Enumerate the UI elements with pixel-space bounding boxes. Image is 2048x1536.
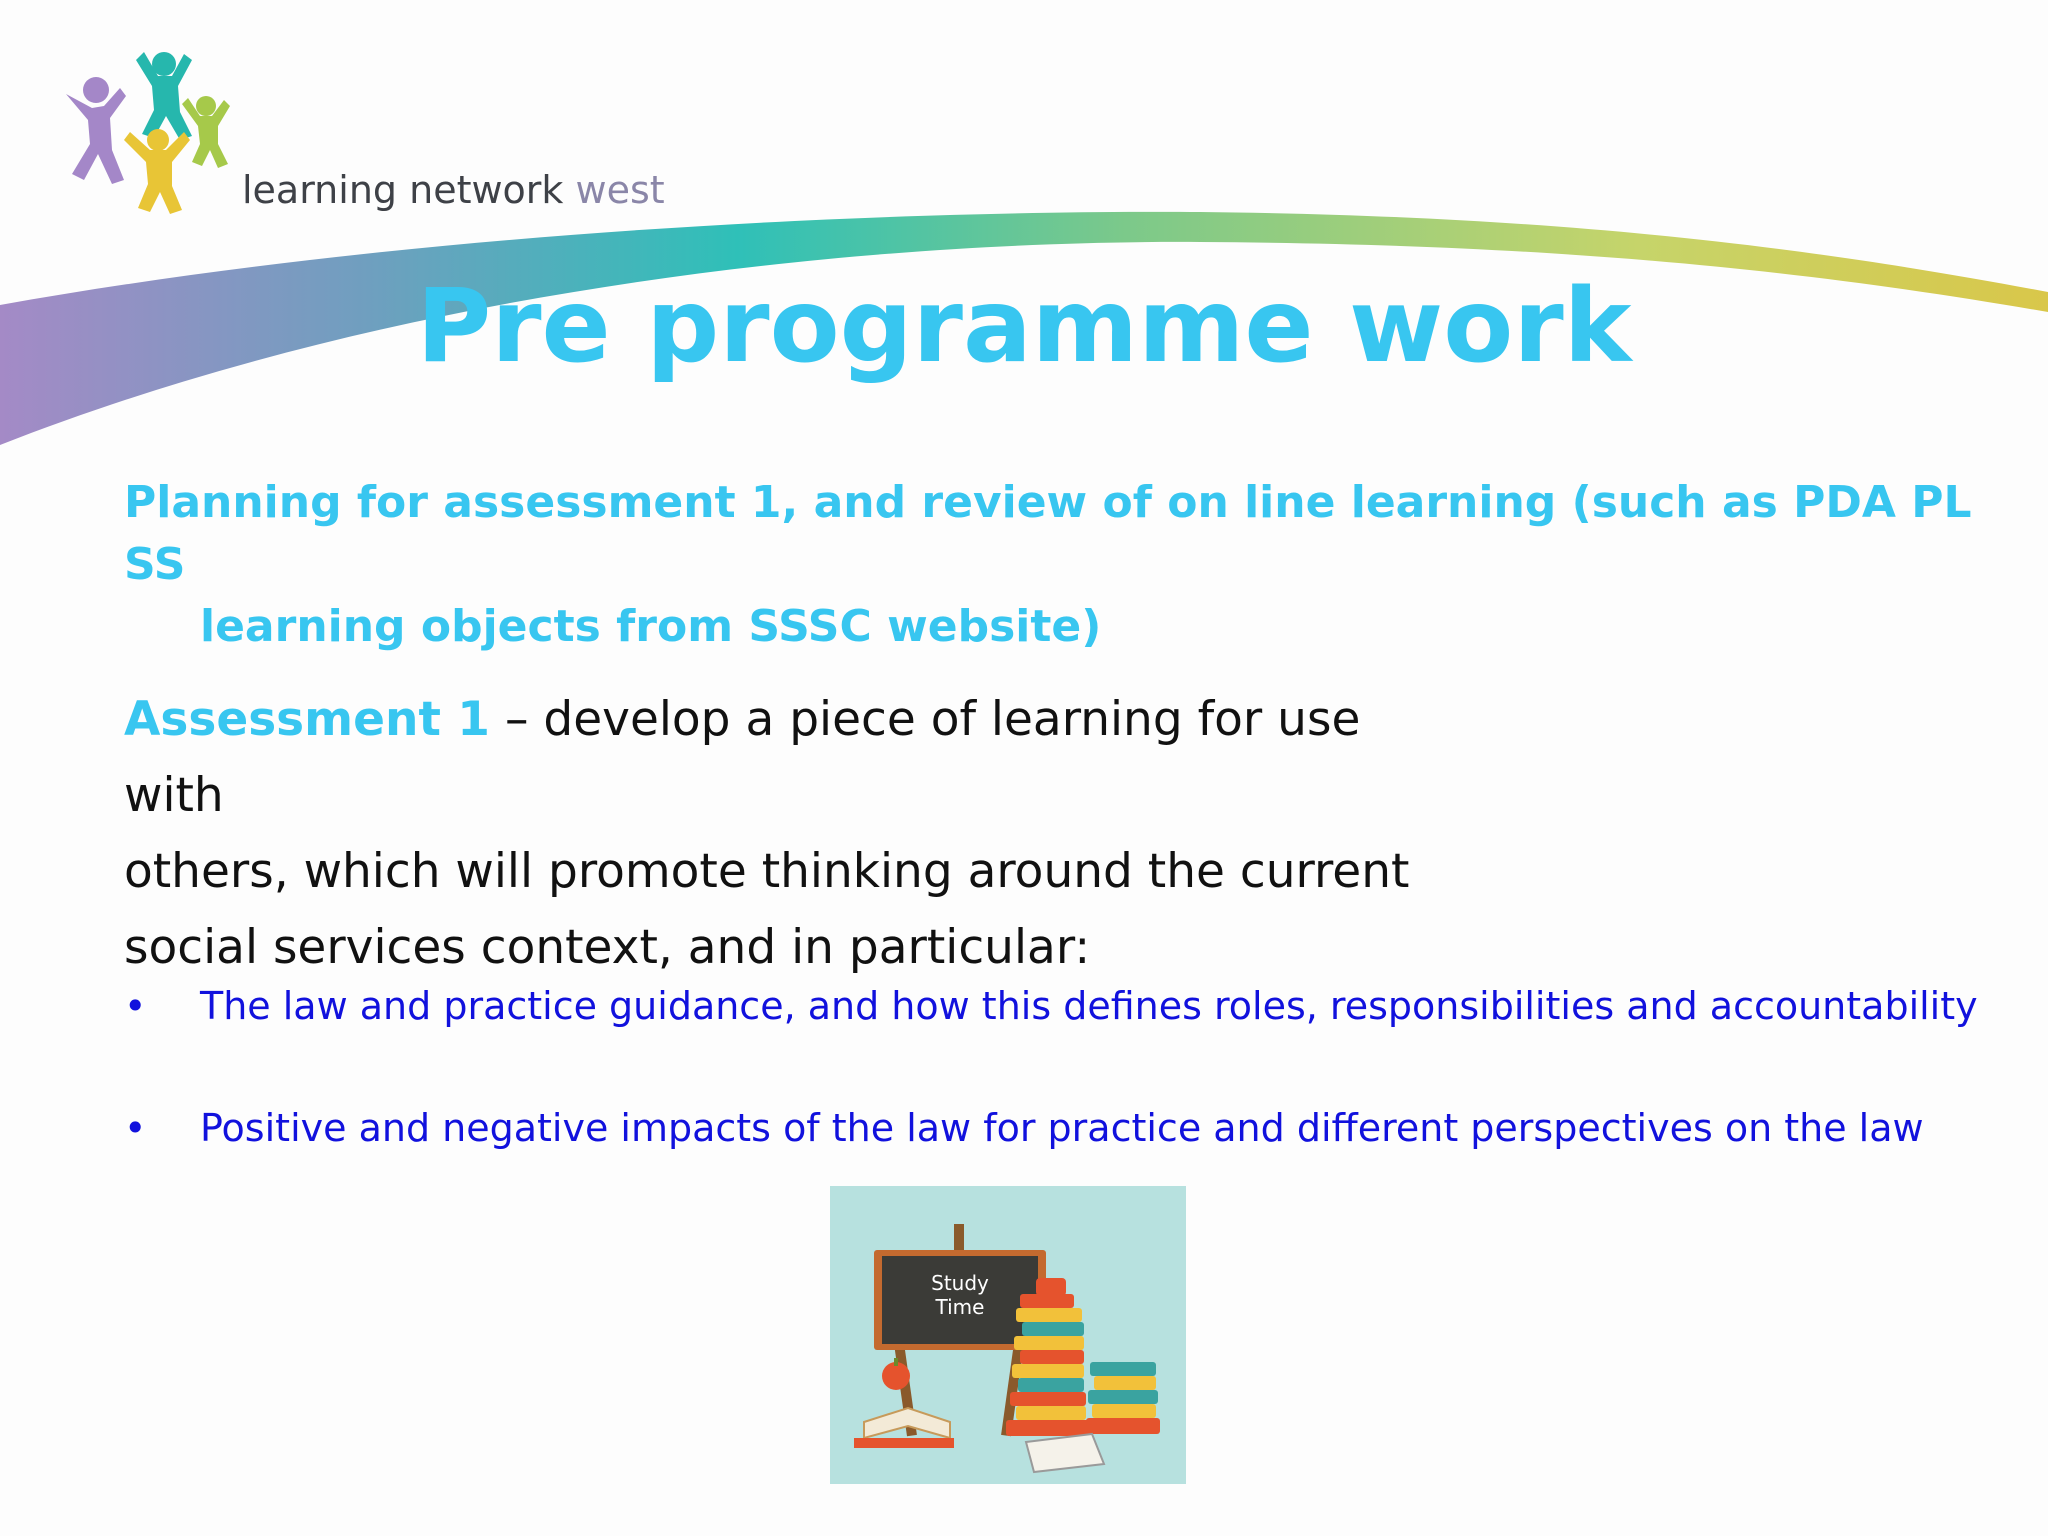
logo-text [242,168,665,212]
chalkboard-text-line1: Study [931,1271,989,1295]
logo [60,46,665,216]
assessment-label: Assessment 1 [124,692,490,747]
chalkboard-text-line2: Time [935,1295,985,1319]
subheading [124,472,2004,658]
bullet-text: The law and practice guidance, and how this defines roles, responsibilities and accountability [200,984,1978,1028]
study-time-illustration [830,1186,1186,1484]
list-item [124,1098,2024,1158]
slide-title: Pre programme work [416,267,1632,386]
people-figures-logo-icon [60,46,240,216]
assessment-text-line3: social services context, and in particular: [124,920,1091,975]
bullet-marker: • [124,984,147,1028]
assessment-text-line2: others, which will promote thinking around the current [124,844,1410,899]
assessment-paragraph [124,682,1464,986]
bullet-text: Positive and negative impacts of the law for practice and different perspectives on the law [200,1106,1924,1150]
list-item [124,976,2024,1036]
subheading-line1: Planning for assessment 1, and review of on line learning (such as PDA PL SS [124,477,1972,590]
subheading-line2: learning objects from SSSC website) [200,601,1102,652]
logo-name-part2: west [575,168,665,212]
assessment-text-line1: – develop a piece of learning for use with [124,692,1361,823]
logo-name-part1: learning network [242,168,564,212]
study-time-drawing [830,1186,1186,1484]
bullet-list [124,976,2024,1220]
bullet-marker: • [124,1106,147,1150]
